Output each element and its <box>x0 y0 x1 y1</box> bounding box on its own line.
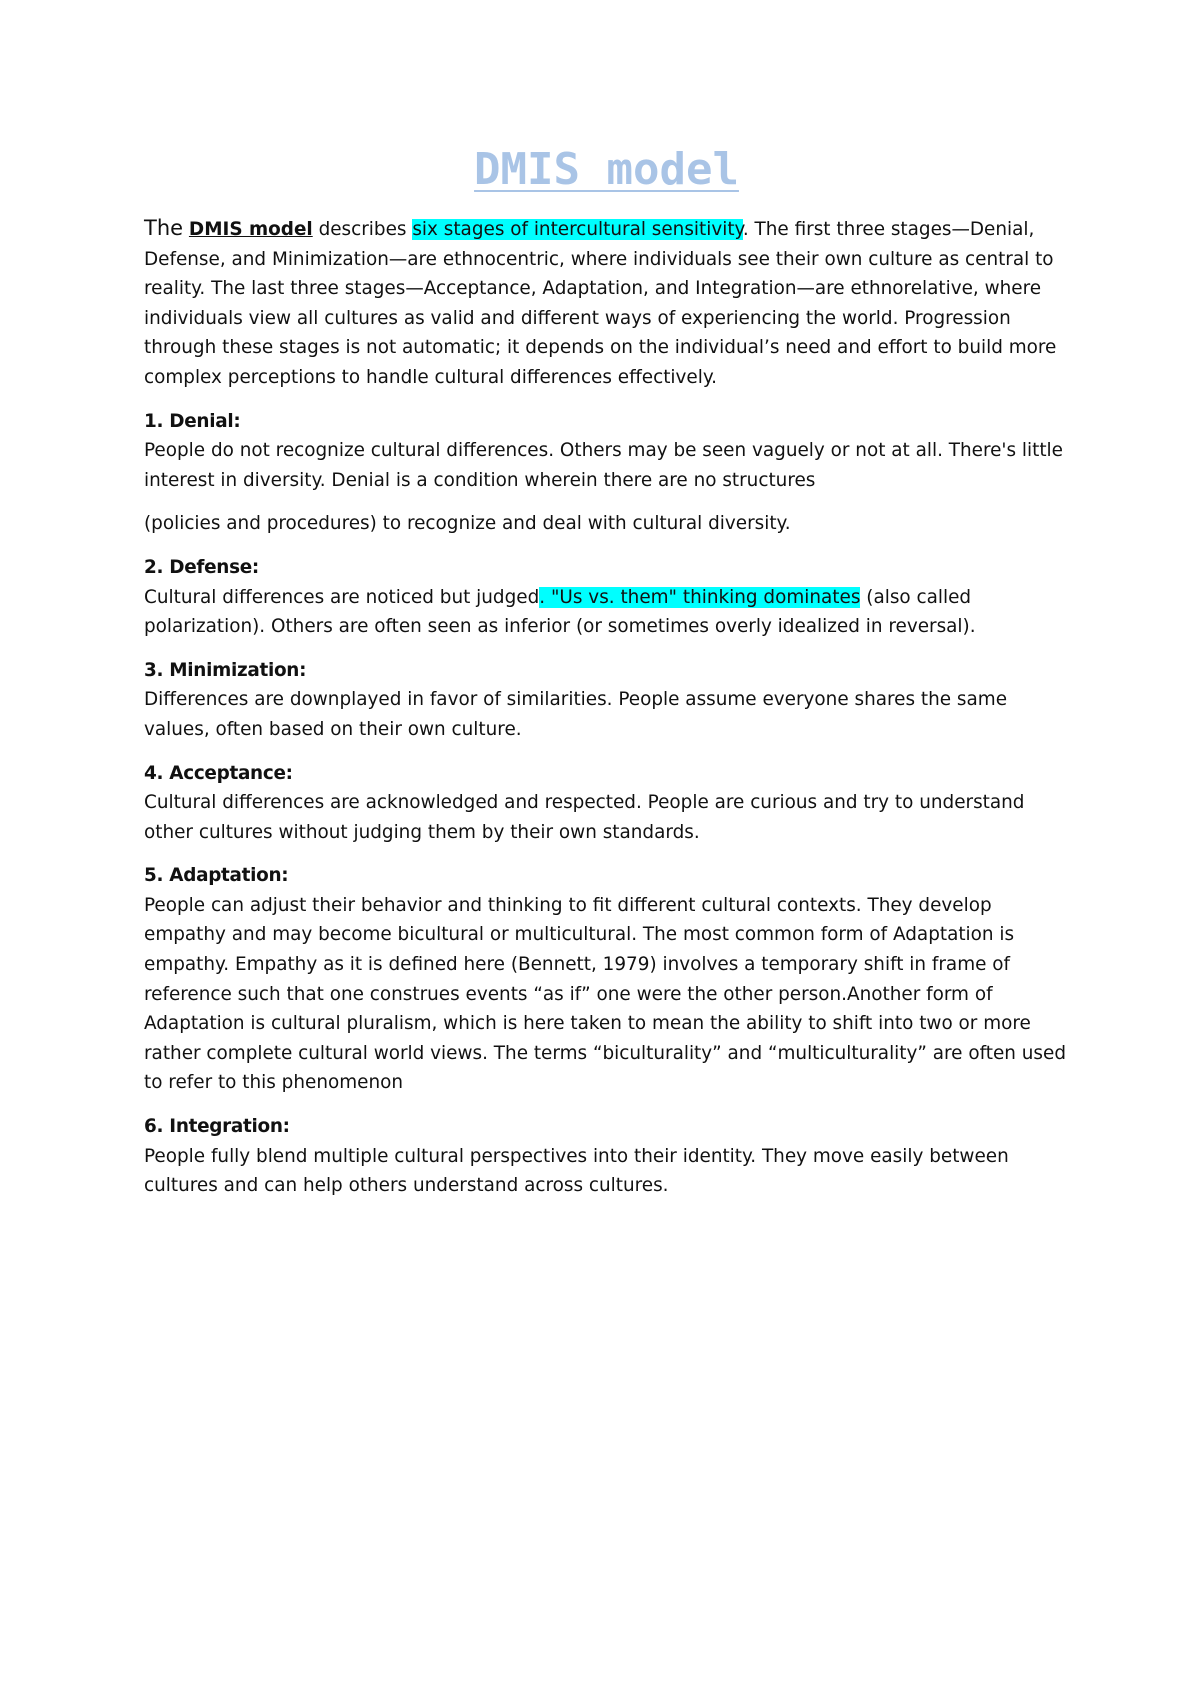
section-text-defense <box>144 583 1069 642</box>
section-heading-defense: 2. Defense: <box>144 556 259 578</box>
document-body <box>144 140 1069 1215</box>
section-text-denial: People do not recognize cultural differences. Others may be seen vaguely or not at all. There's little interest in diversity. Denial is a condition wherein there are no structures <box>144 440 1063 491</box>
section-heading-adaptation: 5. Adaptation: <box>144 865 289 887</box>
section-heading-minimization: 3. Minimization: <box>144 659 307 681</box>
section-heading-acceptance: 4. Acceptance: <box>144 762 293 784</box>
section-acceptance <box>144 759 1069 848</box>
section-text-minimization: Differences are downplayed in favor of similarities. People assume everyone shares the same values, often based on their own culture. <box>144 689 1008 740</box>
section-heading-denial: 1. Denial: <box>144 410 241 432</box>
defense-text-after: (also called polarization). Others are often seen as inferior (or sometimes overly idealized in reversal). <box>144 586 976 638</box>
document-title: DMIS model <box>474 144 739 195</box>
intro-verb: describes <box>312 219 413 240</box>
section-adaptation <box>144 861 1069 1098</box>
section-denial <box>144 407 1069 539</box>
section-defense <box>144 553 1069 642</box>
section-minimization <box>144 656 1069 745</box>
section-text-integration: People fully blend multiple cultural perspectives into their identity. They move easily between cultures and can help others understand across cultures. <box>144 1145 1009 1197</box>
intro-lead: The <box>144 216 184 240</box>
intro-term: DMIS model <box>188 219 313 240</box>
intro-rest: . The first three stages—Denial, Defense, and Minimization—are ethnocentric, where individuals see their own culture as central to reality. The last three stages—Acceptance, Adaptation, and Integration—are ethnorelative, where individuals view all cultures as valid and different ways of experiencing the world. Progression through these stages is not automatic; it depends on the individual’s need and effort to build more complex perceptions to handle cultural differences effectively. <box>144 219 1057 388</box>
intro-paragraph <box>144 214 1069 393</box>
section-heading-integration: 6. Integration: <box>144 1116 290 1138</box>
defense-highlight: . "Us vs. them" thinking dominates <box>539 586 861 608</box>
section-integration <box>144 1112 1069 1201</box>
section-text-acceptance: Cultural differences are acknowledged and respected. People are curious and try to understand other cultures without judging them by their own standards. <box>144 792 1025 843</box>
intro-highlight: six stages of intercultural sensitivity <box>412 219 743 240</box>
section-text-denial-continued: (policies and procedures) to recognize and deal with cultural diversity. <box>144 513 791 535</box>
section-text-adaptation: People can adjust their behavior and thinking to fit different cultural contexts. They develop empathy and may become bicultural or multicultural. The most common form of Adaptation is empathy. Empathy as it is defined here (Bennett, 1979) involves a temporary shift in frame of reference such that one construes events “as if” one were the other person.Another form of Adaptation is cultural pluralism, which is here taken to mean the ability to shift into two or more rather complete cultural world views. The terms “biculturality” and “multiculturality” are often used to refer to this phenomenon <box>144 894 1067 1094</box>
defense-text-before: Cultural differences are noticed but judged <box>144 586 540 608</box>
